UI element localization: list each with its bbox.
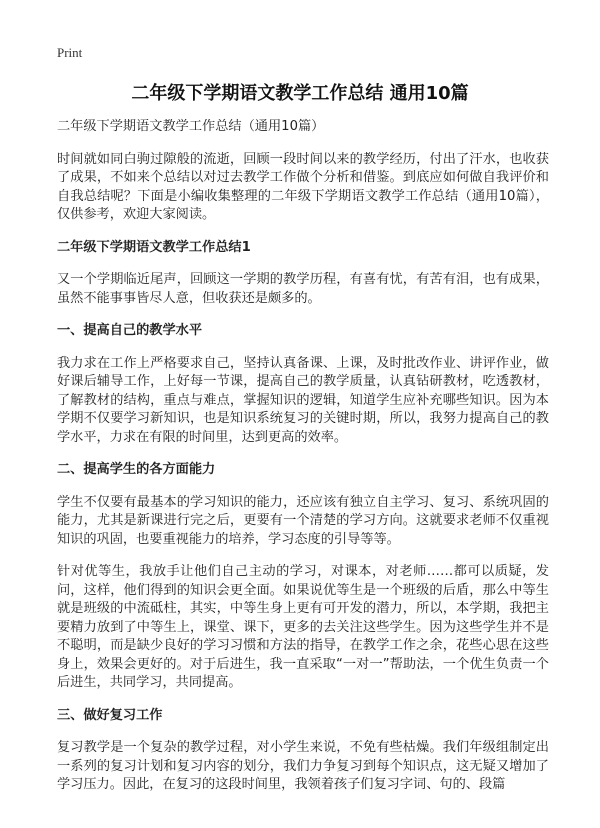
paragraph-review-work: 复习教学是一个复杂的教学过程，对小学生来说，不免有些枯燥。我们年级组制定出一系列的复习计划和复习内容的划分，我们力争复习到每个知识点，这无疑又增加了学习压力。因此，在复习的这段时间里，我领着孩子们复习字词、句的、段篇 — [57, 740, 549, 792]
section-title: 二年级下学期语文教学工作总结1 — [57, 239, 251, 255]
intro-paragraph: 时间就如同白驹过隙般的流逝，回顾一段时间以来的教学经历，付出了汗水，也收获了成果，不如来个总结以对过去教学工作做个分析和借鉴。到底应如何做自我评价和自我总结呢？下面是小编收集整理的二年级下学期语文教学工作总结（通用10篇），仅供参考，欢迎大家阅读。 — [57, 151, 549, 222]
paragraph-student-groups: 针对优等生，我放手让他们自己主动的学习，对课本，对老师……都可以质疑，发问，这样，他们得到的知识会更全面。如果说优等生是一个班级的后盾，那么中等生就是班级的中流砥柱，其实，中等生身上更有可开发的潜力，所以，本学期，我把主要精力放到了中等生上，课堂、课下，更多的去关注这些学生。因为这些学生并不是不聪明，而是缺少良好的学习习惯和方法的指导，在教学工作之余，花些心思在这些身上，效果会更好的。对于后进生，我一直采取“一对一”帮助法，一个优生负责一个后进生，共同学习，共同提高。 — [57, 564, 549, 690]
heading-review-work: 三、做好复习工作 — [57, 707, 163, 723]
document-body — [57, 118, 549, 809]
heading-student-abilities: 二、提高学生的各方面能力 — [57, 462, 216, 477]
paragraph-student-abilities: 学生不仅要有最基本的学习知识的能力，还应该有独立自主学习、复习、系统巩固的能力，尤其是新课进行完之后，更要有一个清楚的学习方向。这就要求老师不仅重视知识的巩固，也要重视能力的培养，学习态度的引导等等。 — [57, 494, 549, 547]
heading-teaching-level: 一、提高自己的教学水平 — [57, 323, 203, 338]
document-subtitle: 二年级下学期语文教学工作总结（通用10篇） — [57, 119, 325, 134]
section-intro-paragraph: 又一个学期临近尾声，回顾这一学期的教学历程，有喜有忧，有苦有泪，也有成果，虽然不能事事皆尽人意，但收获还是颇多的。 — [57, 272, 549, 306]
print-link[interactable]: Print — [57, 45, 83, 60]
paragraph-teaching-level: 我力求在工作上严格要求自己，坚持认真备课、上课，及时批改作业、讲评作业，做好课后辅导工作，上好每一节课，提高自己的教学质量，认真钻研教材，吃透教材，了解教材的结构，重点与难点，掌握知识的逻辑，知道学生应补充哪些知识。因为本学期不仅要学习新知识，也是知识系统复习的关键时期，所以，我努力提高自己的教学水平，力求在有限的时间里，达到更高的效率。 — [57, 355, 549, 445]
document-title: 二年级下学期语文教学工作总结 通用10篇 — [131, 83, 469, 104]
